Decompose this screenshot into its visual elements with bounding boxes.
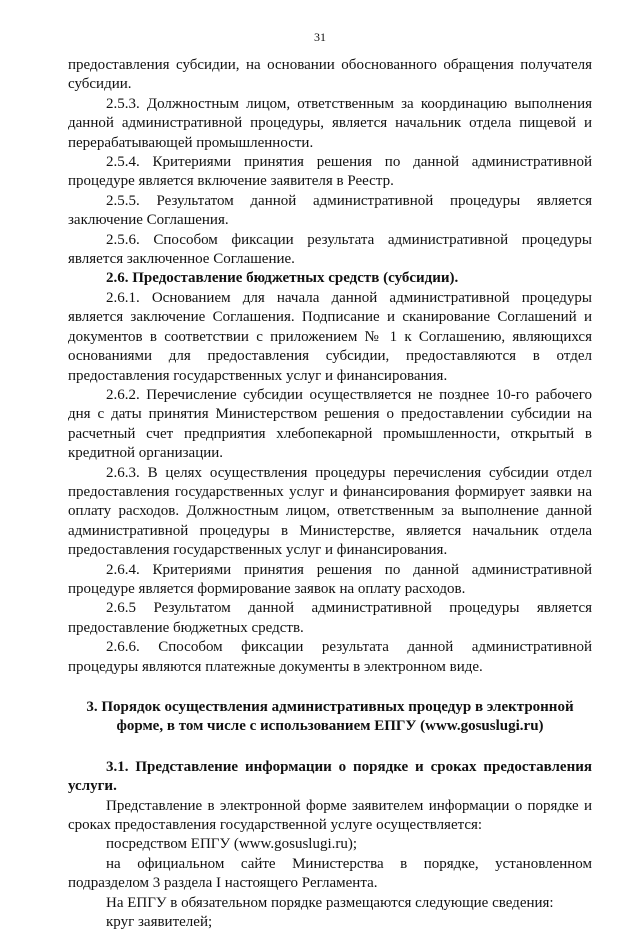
paragraph-2-6-5: 2.6.5 Результатом данной административной процедуры является предоставление бюджетных средств. xyxy=(68,600,592,636)
page-number: 31 xyxy=(314,30,326,44)
list-item-ministry-site: на официальном сайте Министерства в порядке, установленном подразделом 3 раздела I настоящего Регламента. xyxy=(68,855,592,892)
paragraph-2-6-1: 2.6.1. Основанием для начала данной административной процедуры является заключение Соглашения. Подписание и сканирование Соглашений и документов в соответствии с приложением № 1 к Соглашению, являющихся основаниями для предоставления субсидии, предоставляются в отдел предоставления государственных услуг и финансирования. xyxy=(68,289,592,384)
paragraph-2-6-6: 2.6.6. Способом фиксации результата данной административной процедуры являются платежные документы в электронном виде. xyxy=(68,639,592,675)
document-body xyxy=(68,56,592,932)
paragraph-2-6-2: 2.6.2. Перечисление субсидии осуществляется не позднее 10-го рабочего дня с даты принятия Министерством решения о предоставлении субсидии на расчетный счет предприятия хлебопекарной промышленности, открытый в кредитной организации. xyxy=(68,386,592,462)
paragraph-2-5-6: 2.5.6. Способом фиксации результата административной процедуры является заключенное Соглашение. xyxy=(68,231,592,268)
paragraph-2-5-5: 2.5.5. Результатом данной административной процедуры является заключение Соглашения. xyxy=(68,192,592,229)
section-heading-2-6: 2.6. Предоставление бюджетных средств (субсидии). xyxy=(106,270,459,287)
paragraph-2-6-3: 2.6.3. В целях осуществления процедуры перечисления субсидии отдел предоставления государственных услуг и финансирования формирует заявки на оплату расходов. Должностным лицом, ответственным за выполнение данной административной процедуры в Министерстве, является начальник отдела предоставления государственных услуг и финансирования. xyxy=(68,464,592,559)
paragraph-info-provision: Представление в электронной форме заявителем информации о порядке и сроках предоставления государственной услуге осуществляется: xyxy=(68,797,592,834)
chapter-heading-3: 3. Порядок осуществления административных процедур в электронной форме, в том числе с использованием ЕПГУ (www.gosuslugi.ru) xyxy=(86,699,574,735)
paragraph-2-6-4: 2.6.4. Критериями принятия решения по данной административной процедуре является формирование заявок на оплату расходов. xyxy=(68,561,592,597)
list-item-epgu: посредством ЕПГУ (www.gosuslugi.ru); xyxy=(106,836,358,853)
section-heading-3-1: 3.1. Представление информации о порядке и сроках предоставления услуги. xyxy=(68,758,592,795)
paragraph-epgu-info: На ЕПГУ в обязательном порядке размещаются следующие сведения: xyxy=(106,894,554,911)
paragraph-subsidy-continuation: предоставления субсидии, на основании обоснованного обращения получателя субсидии. xyxy=(68,57,592,93)
paragraph-2-5-4: 2.5.4. Критериями принятия решения по данной административной процедуре является включение заявителя в Реестр. xyxy=(68,154,592,190)
list-item-applicants: круг заявителей; xyxy=(106,914,213,931)
paragraph-2-5-3: 2.5.3. Должностным лицом, ответственным за координацию выполнения данной административной процедуры, является начальник отдела пищевой и перерабатывающей промышленности. xyxy=(68,95,592,151)
